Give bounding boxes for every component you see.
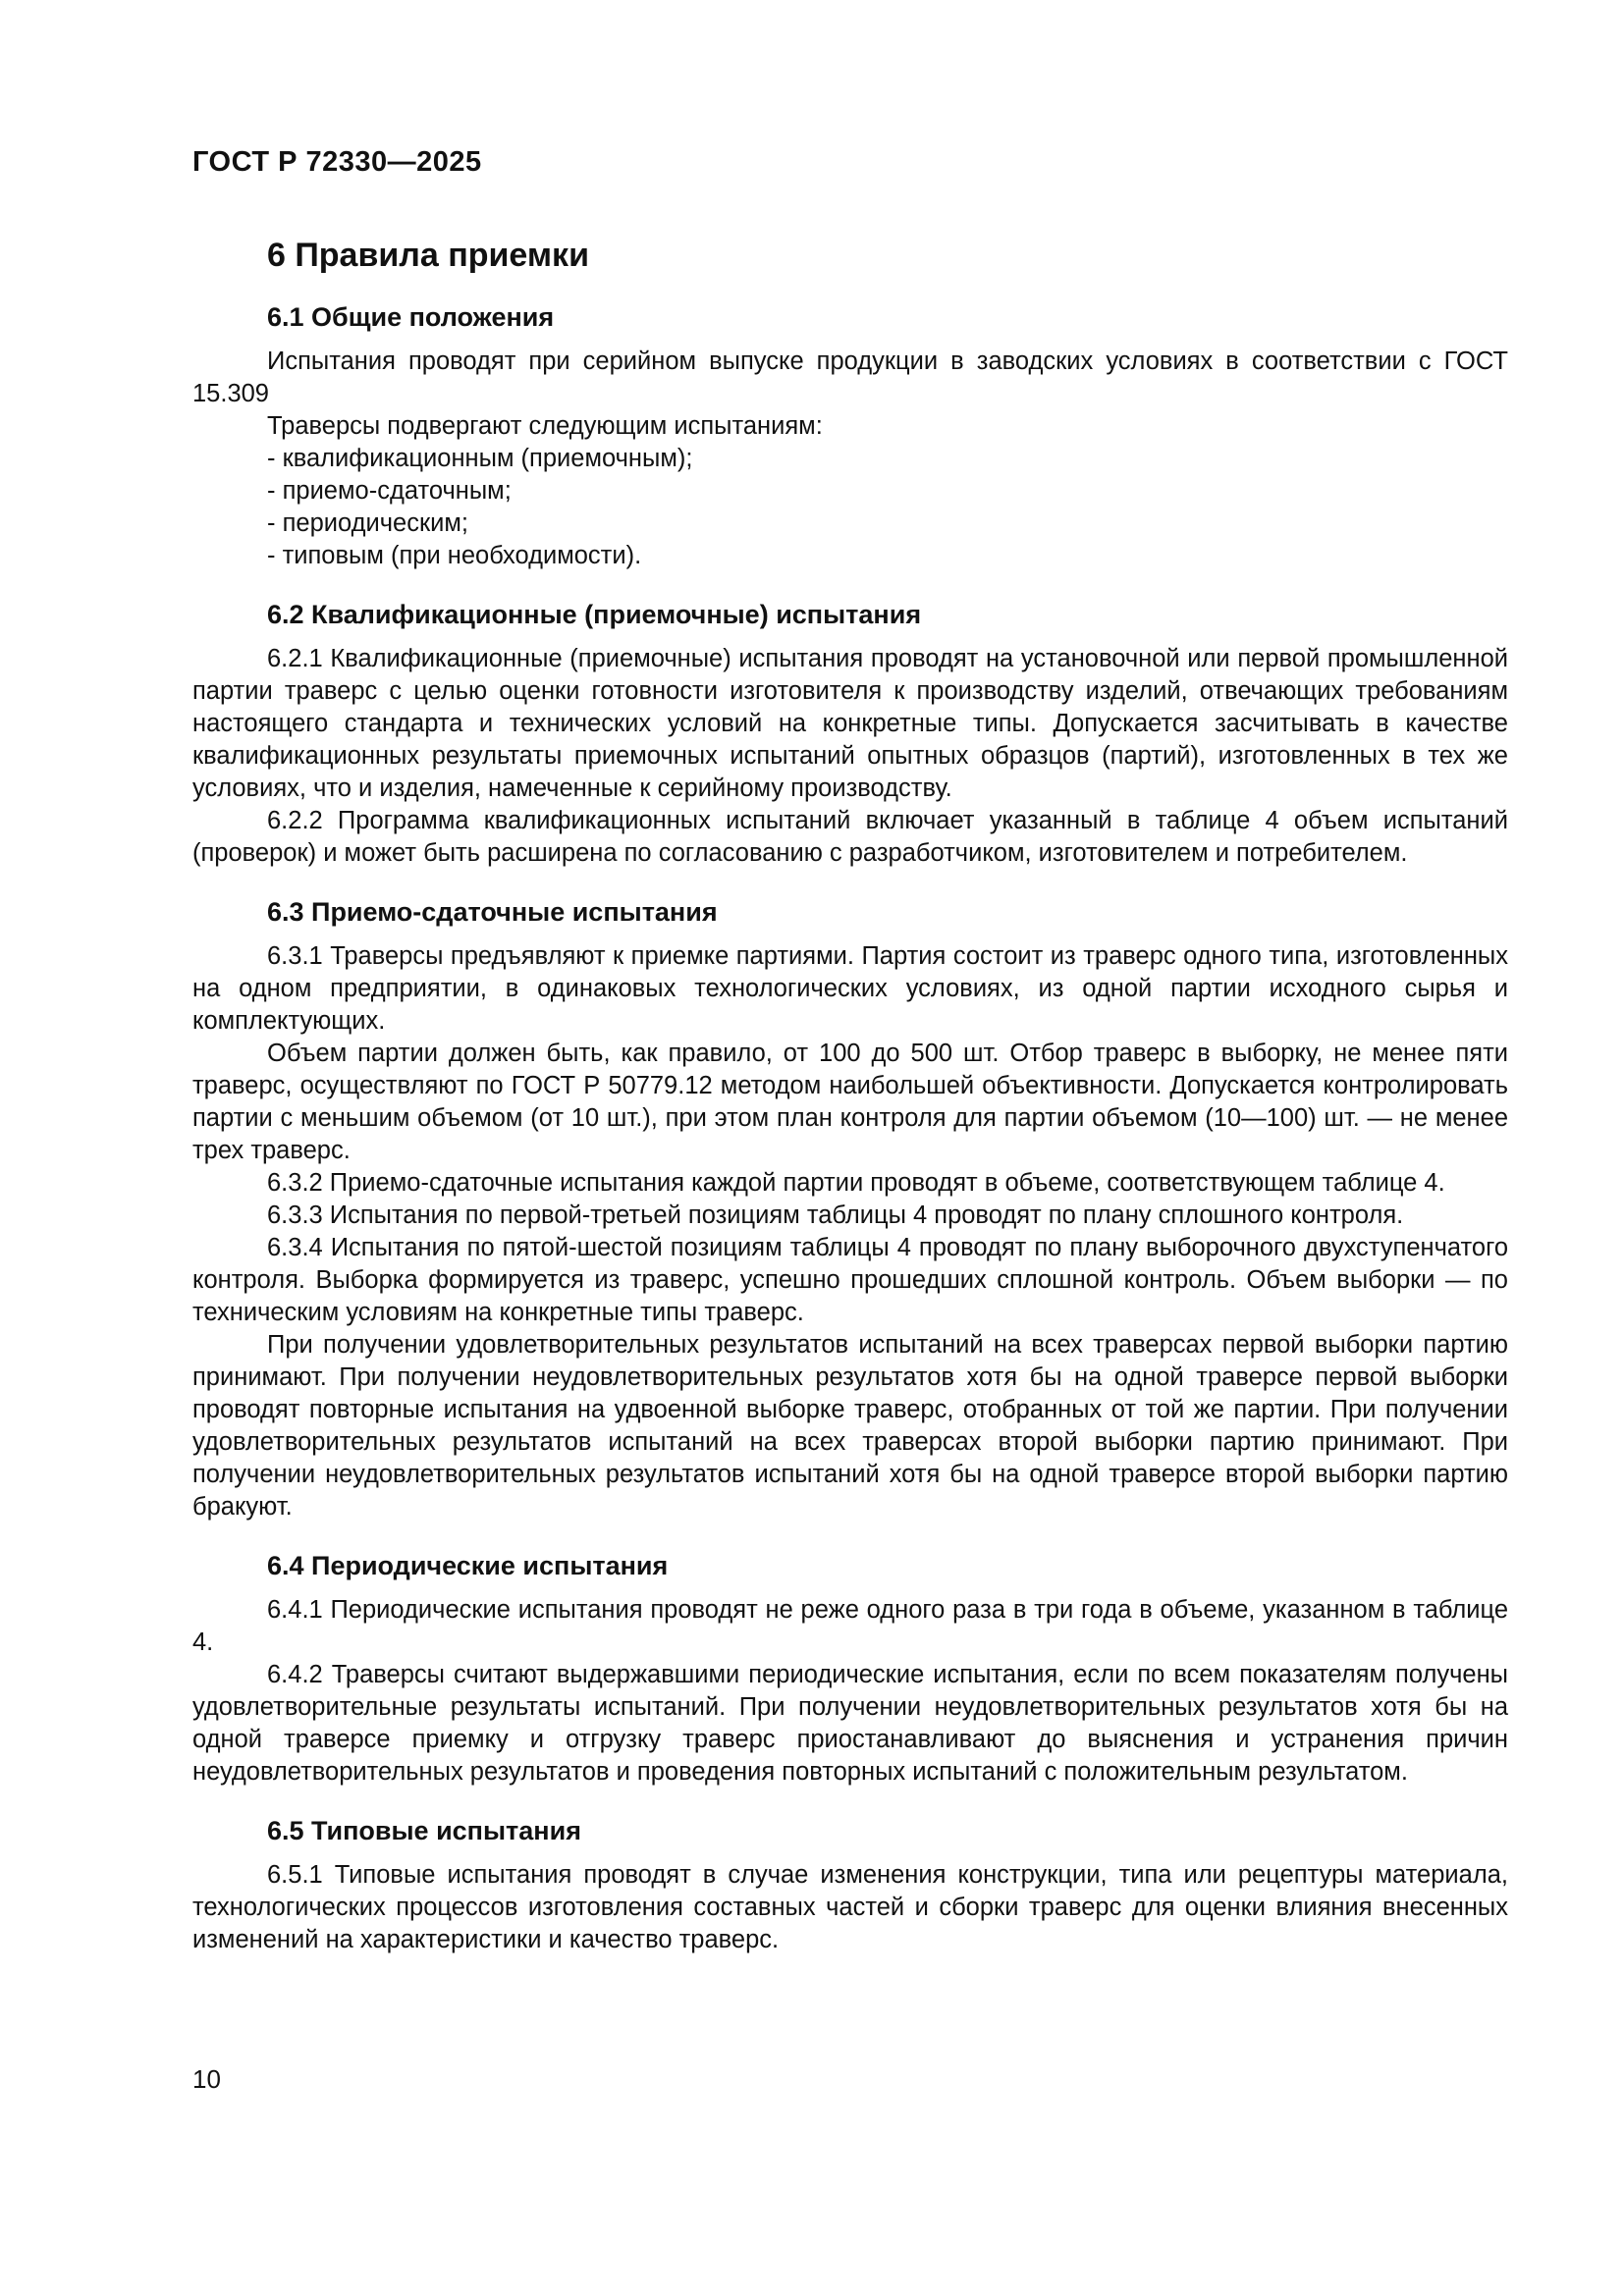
paragraph-6-4-1: 6.4.1 Периодические испытания проводят не реже одного раза в три года в объеме, указанном в таблице 4. [192, 1596, 1508, 1656]
paragraph-6-1-tests-lead: Траверсы подвергают следующим испытаниям: [267, 412, 823, 440]
list-item-acceptance: - приемо-сдаточным; [267, 477, 512, 505]
paragraph-6-4-2: 6.4.2 Траверсы считают выдержавшими периодические испытания, если по всем показателям получены удовлетворительные результаты испытаний. При получении неудовлетворительных результатов хотя бы на одной траверсе приемку и отгрузку траверс приостанавливают до выяснения и устранения причин неудовлетворительных результатов и проведения повторных испытаний с положительным результатом. [192, 1661, 1508, 1786]
running-header: ГОСТ Р 72330—2025 [192, 146, 482, 178]
paragraph-6-3-1-volume: Объем партии должен быть, как правило, от 100 до 500 шт. Отбор траверс в выборку, не менее пяти траверс, осуществляют по ГОСТ Р 50779.12 методом наибольшей объективности. Допускается контролировать партии с меньшим объемом (от 10 шт.), при этом план контроля для партии объемом (10—100) шт. — не менее трех траверс. [192, 1040, 1508, 1164]
text-column [192, 145, 1508, 1956]
subsection-6-5-heading: 6.5 Типовые испытания [267, 1816, 581, 1845]
subsection-6-2-heading: 6.2 Квалификационные (приемочные) испытания [267, 600, 922, 629]
subsection-6-1-heading: 6.1 Общие положения [267, 302, 555, 332]
paragraph-6-3-results: При получении удовлетворительных результатов испытаний на всех траверсах первой выборки партию принимают. При получении неудовлетворительных результатов хотя бы на одной траверсе первой выборки проводят повторные испытания на удвоенной выборке траверс, отобранных от той же партии. При получении удовлетворительных результатов испытаний на всех траверсах второй выборки партию принимают. При получении неудовлетворительных результатов испытаний хотя бы на одной траверсе второй выборки партию бракуют. [192, 1331, 1508, 1521]
paragraph-6-3-3: 6.3.3 Испытания по первой-третьей позициям таблицы 4 проводят по плану сплошного контроля. [267, 1201, 1404, 1229]
list-item-qualification: - квалификационным (приемочным); [267, 445, 693, 472]
section-6-title: 6 Правила приемки [267, 237, 589, 274]
list-item-type: - типовым (при необходимости). [267, 542, 642, 569]
paragraph-6-2-2: 6.2.2 Программа квалификационных испытаний включает указанный в таблице 4 объем испытаний (проверок) и может быть расширена по согласованию с разработчиком, изготовителем и потребителем. [192, 807, 1508, 867]
paragraph-6-3-1: 6.3.1 Траверсы предъявляют к приемке партиями. Партия состоит из траверс одного типа, изготовленных на одном предприятии, в одинаковых технологических условиях, из одной партии исходного сырья и комплектующих. [192, 942, 1508, 1035]
paragraph-6-2-1: 6.2.1 Квалификационные (приемочные) испытания проводят на установочной или первой промышленной партии траверс с целью оценки готовности изготовителя к производству изделий, отвечающих требованиям настоящего стандарта и технических условий на конкретные типы. Допускается засчитывать в качестве квалификационных результаты приемочных испытаний опытных образцов (партий), изготовленных в тех же условиях, что и изделия, намеченные к серийному производству. [192, 645, 1508, 802]
subsection-6-3-heading: 6.3 Приемо-сдаточные испытания [267, 897, 718, 927]
page-number: 10 [192, 2064, 221, 2094]
paragraph-6-3-4: 6.3.4 Испытания по пятой-шестой позициям таблицы 4 проводят по плану выборочного двухступенчатого контроля. Выборка формируется из траверс, успешно прошедших сплошной контроль. Объем выборки — по техническим условиям на конкретные типы траверс. [192, 1234, 1508, 1326]
paragraph-6-5-1: 6.5.1 Типовые испытания проводят в случае изменения конструкции, типа или рецептуры материала, технологических процессов изготовления составных частей и сборки траверс для оценки влияния внесенных изменений на характеристики и качество траверс. [192, 1861, 1508, 1953]
subsection-6-4-heading: 6.4 Периодические испытания [267, 1551, 669, 1580]
list-item-periodic: - периодическим; [267, 509, 468, 537]
paragraph-6-1-intro: Испытания проводят при серийном выпуске продукции в заводских условиях в соответствии с ГОСТ 15.309 [192, 347, 1508, 407]
paragraph-6-3-2: 6.3.2 Приемо-сдаточные испытания каждой партии проводят в объеме, соответствующем таблице 4. [267, 1169, 1445, 1197]
